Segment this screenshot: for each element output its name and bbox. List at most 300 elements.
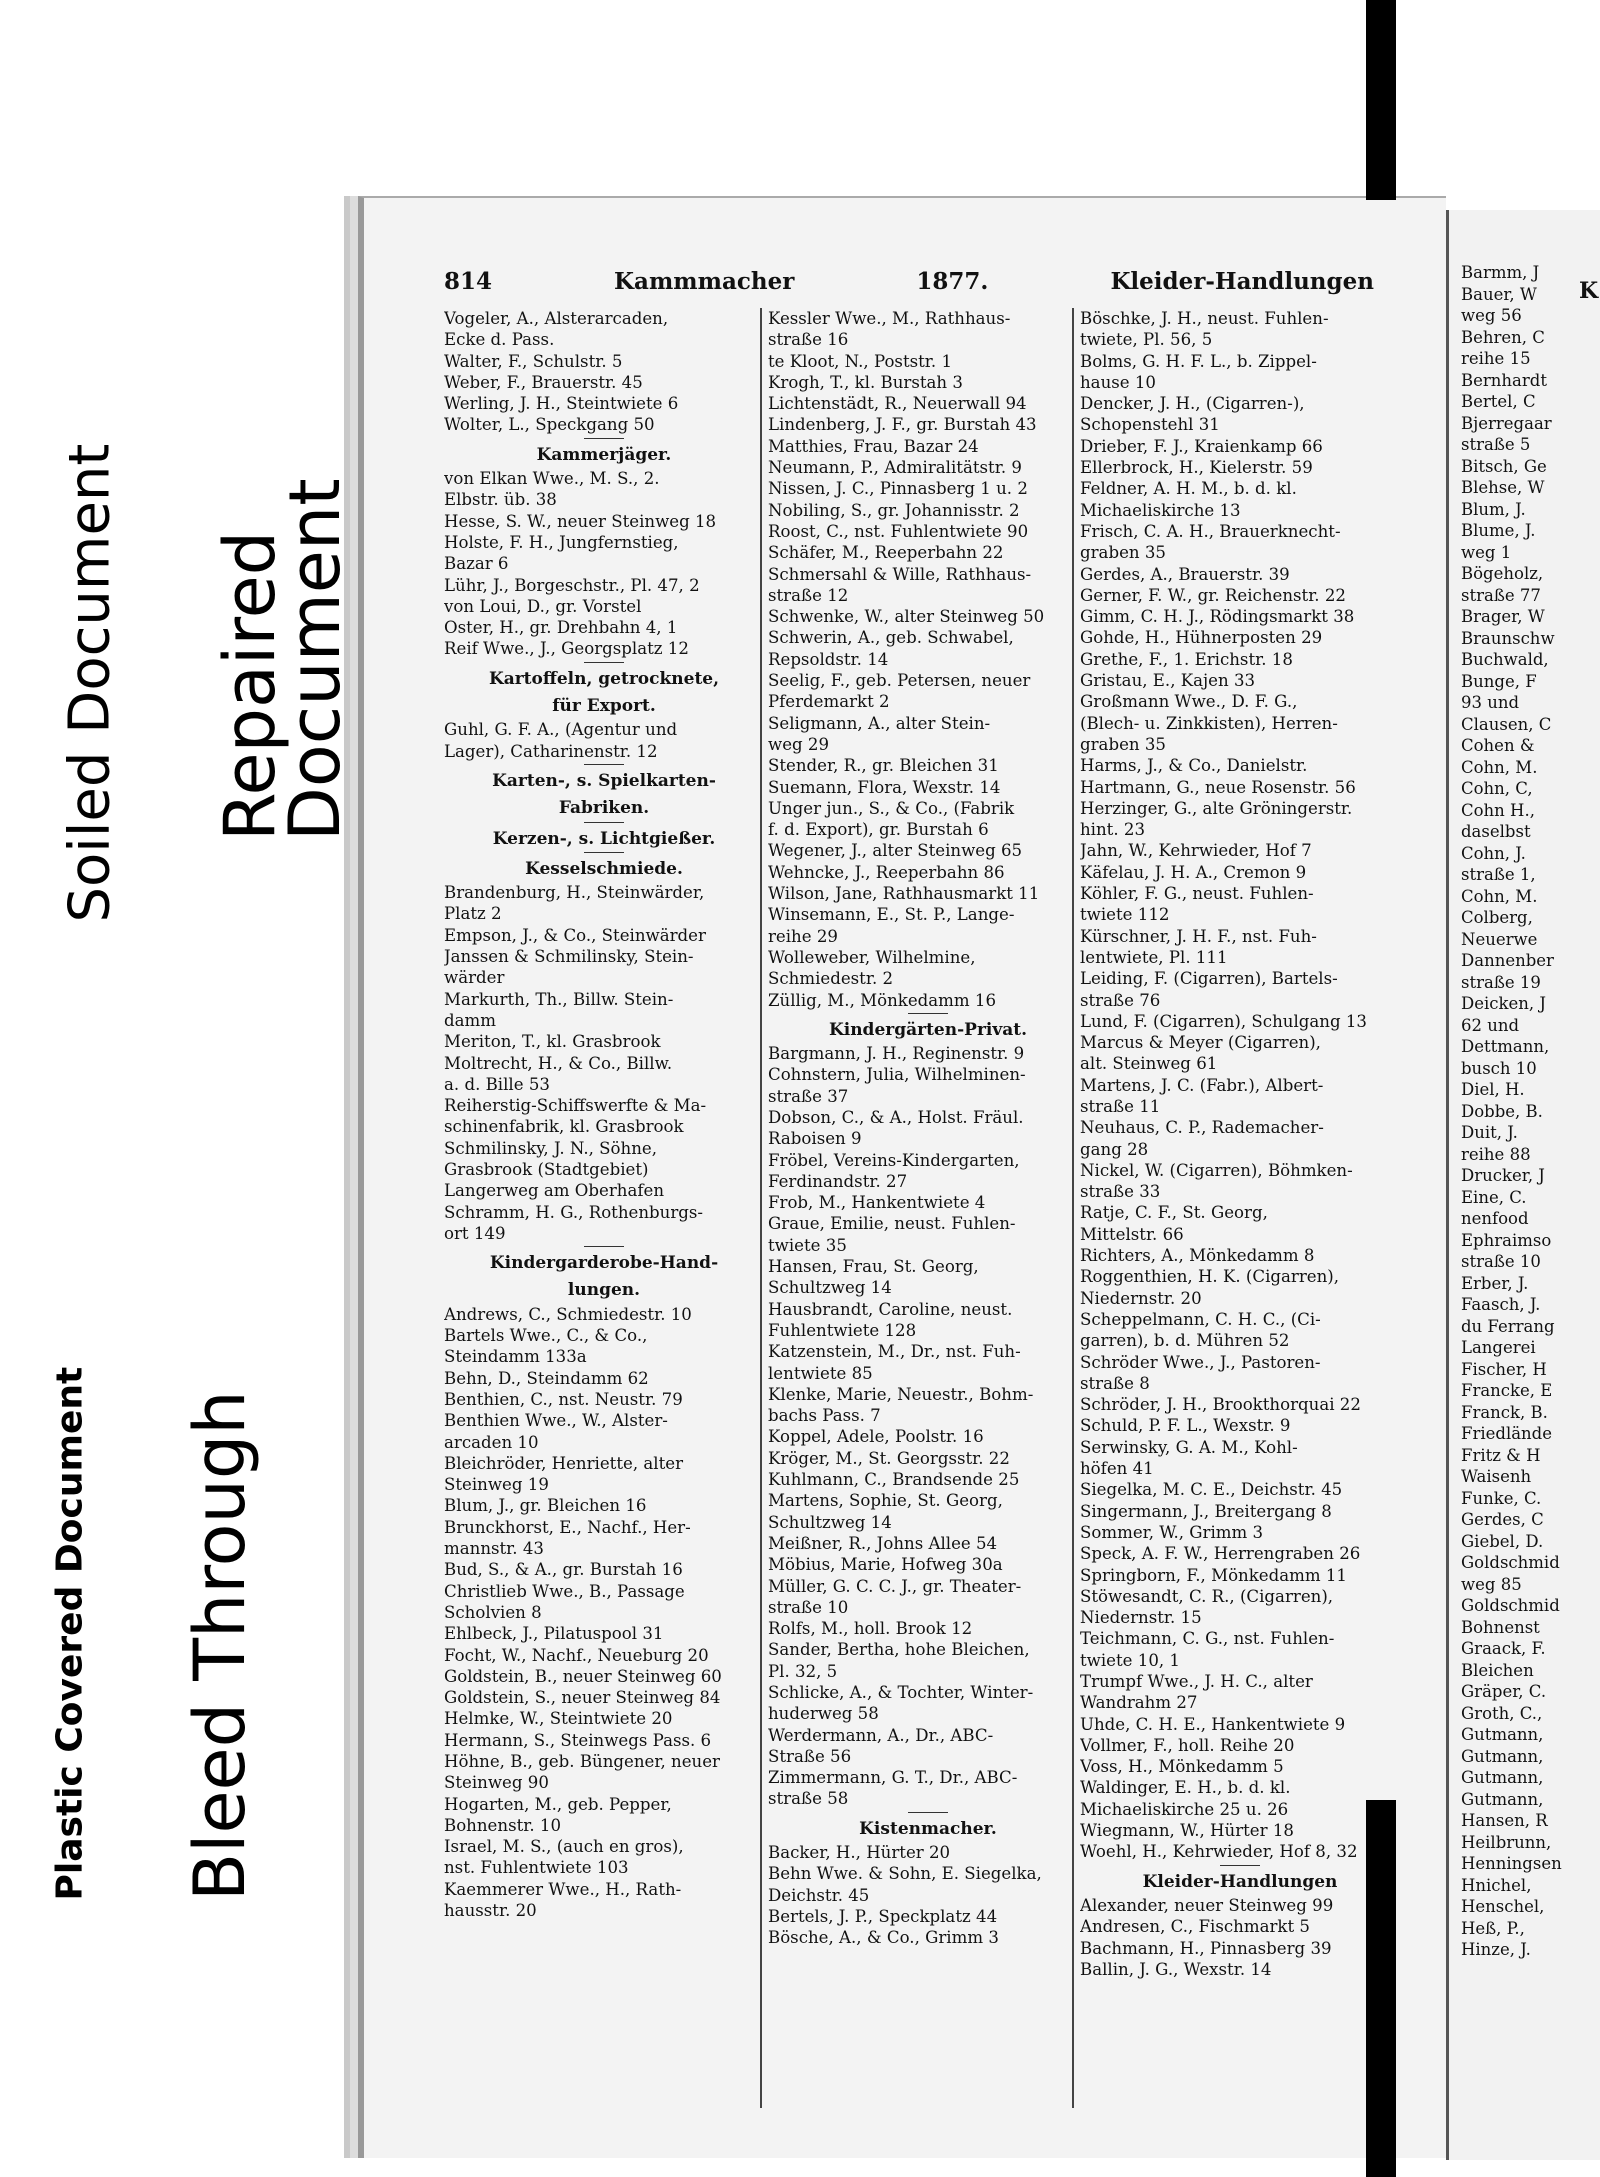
directory-entry: Rolfs, M., holl. Brook 12 — [768, 1619, 973, 1639]
directory-entry: wärder — [444, 968, 505, 988]
directory-entry: Werdermann, A., Dr., ABC- — [768, 1725, 994, 1745]
directory-entry: Schröder Wwe., J., Pastoren- — [1080, 1352, 1321, 1372]
directory-entry: Pl. 32, 5 — [768, 1661, 838, 1681]
directory-entry: Deichstr. 45 — [768, 1885, 870, 1905]
directory-entry: Böschke, J. H., neust. Fuhlen- — [1080, 309, 1329, 328]
facing-page-entry: busch 10 — [1461, 1058, 1537, 1078]
directory-entry: twiete 10, 1 — [1080, 1650, 1180, 1670]
directory-entry: f. d. Export), gr. Burstah 6 — [768, 820, 989, 840]
directory-entry: Langerweg am Oberhafen — [444, 1181, 665, 1201]
directory-entry: Drieber, F. J., Kraienkamp 66 — [1080, 436, 1323, 456]
directory-entry: Andrews, C., Schmiedestr. 10 — [444, 1304, 692, 1324]
directory-entry: Dobson, C., & A., Holst. Fräul. — [768, 1107, 1024, 1127]
directory-entry: twiete 35 — [768, 1235, 847, 1255]
directory-entry: Großmann Wwe., D. F. G., — [1080, 692, 1298, 712]
directory-entry: Bachmann, H., Pinnasberg 39 — [1080, 1938, 1332, 1958]
directory-entry: Bazar 6 — [444, 554, 509, 574]
facing-page-entry: Henschel, — [1461, 1897, 1545, 1916]
directory-entry: Bleichröder, Henriette, alter — [444, 1453, 683, 1473]
section-separator — [584, 822, 624, 823]
facing-page-entry: Francke, E — [1461, 1381, 1553, 1400]
directory-entry: Janssen & Schmilinsky, Stein- — [444, 947, 694, 967]
directory-entry: Bartels Wwe., C., & Co., — [444, 1326, 648, 1346]
facing-page-entry: straße 77 — [1461, 585, 1541, 605]
facing-page — [1446, 210, 1600, 2160]
facing-page-entry: Franck, B. — [1461, 1402, 1548, 1422]
directory-entry: Höhne, B., geb. Büngener, neuer — [444, 1752, 720, 1771]
directory-entry: Benthien Wwe., W., Alster- — [444, 1411, 668, 1431]
label-soiled-document: Soiled Document — [57, 443, 123, 923]
facing-page-entry: nenfood — [1461, 1209, 1529, 1228]
directory-entry: Wilson, Jane, Rathhausmarkt 11 — [768, 884, 1040, 904]
directory-entry: Straße 56 — [768, 1746, 852, 1766]
directory-entry: Schopenstehl 31 — [1080, 415, 1220, 435]
facing-page-entry: Dobbe, B. — [1461, 1101, 1543, 1121]
directory-entry: Behn, D., Steindamm 62 — [444, 1368, 649, 1388]
facing-page-entry: Bohnenst — [1461, 1617, 1540, 1637]
directory-entry: a. d. Bille 53 — [444, 1074, 550, 1094]
directory-entry: Seligmann, A., alter Stein- — [768, 713, 991, 733]
facing-page-entry: Funke, C. — [1461, 1488, 1542, 1508]
directory-entry: (Blech- u. Zinkkisten), Herren- — [1080, 713, 1338, 733]
facing-page-entry: Hansen, R — [1461, 1811, 1548, 1830]
facing-page-entry: Gräper, C. — [1461, 1682, 1547, 1701]
directory-entry: Empson, J., & Co., Steinwärder — [444, 925, 706, 945]
directory-entry: Brunckhorst, E., Nachf., Her- — [444, 1517, 691, 1537]
directory-entry: Guhl, G. F. A., (Agentur und — [444, 720, 678, 740]
facing-page-column — [1461, 262, 1600, 1961]
directory-entry: Israel, M. S., (auch en gros), — [444, 1837, 684, 1857]
facing-page-entry: straße 1, — [1461, 865, 1536, 884]
facing-page-entry: Erber, J. — [1461, 1273, 1529, 1293]
section-separator — [584, 852, 624, 853]
label-plastic-covered-document: Plastic Covered Document — [49, 1366, 91, 1901]
facing-page-entry: Cohn, M. — [1461, 757, 1538, 777]
facing-page-entry: Goldschmid — [1461, 1596, 1560, 1615]
directory-entry: Fröbel, Vereins-Kindergarten, — [768, 1150, 1020, 1170]
directory-entry: Lühr, J., Borgeschstr., Pl. 47, 2 — [444, 575, 700, 595]
facing-page-entry: Gerdes, C — [1461, 1510, 1544, 1529]
directory-entry: straße 10 — [768, 1597, 849, 1617]
directory-entry: Michaeliskirche 25 u. 26 — [1080, 1799, 1289, 1819]
facing-page-entry: Deicken, J — [1461, 994, 1547, 1013]
directory-entry: Reif Wwe., J., Georgsplatz 12 — [444, 639, 689, 659]
facing-page-entry: Heß, P., — [1461, 1918, 1525, 1938]
facing-page-entry: Blehse, W — [1461, 478, 1545, 497]
directory-entry: Serwinsky, G. A. M., Kohl- — [1080, 1437, 1298, 1457]
directory-entry: Hermann, S., Steinwegs Pass. 6 — [444, 1730, 712, 1750]
directory-entry: straße 76 — [1080, 990, 1161, 1010]
directory-entry: Ratje, C. F., St. Georg, — [1080, 1203, 1268, 1223]
facing-page-entry: Drucker, J — [1461, 1166, 1545, 1185]
directory-entry: Mittelstr. 66 — [1080, 1224, 1184, 1244]
directory-entry: Wehncke, J., Reeperbahn 86 — [768, 862, 1005, 882]
directory-entry: von Loui, D., gr. Vorstel — [444, 596, 642, 616]
directory-entry: Stender, R., gr. Bleichen 31 — [768, 756, 999, 776]
directory-entry: Jahn, W., Kehrwieder, Hof 7 — [1080, 841, 1312, 861]
directory-entry: Schramm, H. G., Rothenburgs- — [444, 1202, 704, 1222]
facing-page-entry: Hinze, J. — [1461, 1940, 1531, 1959]
directory-entry: Bösche, A., & Co., Grimm 3 — [768, 1928, 999, 1948]
column-3 — [1072, 308, 1400, 2108]
directory-entry: Schmersahl & Wille, Rathhaus- — [768, 564, 1032, 584]
directory-entry: graben 35 — [1080, 734, 1166, 754]
directory-entry: Bolms, G. H. F. L., b. Zippel- — [1080, 351, 1317, 371]
facing-page-entry: Bitsch, Ge — [1461, 456, 1547, 476]
directory-entry: Brandenburg, H., Steinwärder, — [444, 883, 705, 903]
directory-entry: Niedernstr. 15 — [1080, 1608, 1202, 1628]
directory-entry: Krogh, T., kl. Burstah 3 — [768, 372, 963, 392]
directory-entry: straße 33 — [1080, 1182, 1161, 1202]
directory-entry: Andresen, C., Fischmarkt 5 — [1080, 1917, 1310, 1937]
directory-entry: Raboisen 9 — [768, 1129, 862, 1149]
directory-entry: Kröger, M., St. Georgsstr. 22 — [768, 1448, 1010, 1468]
section-heading: Fabriken. — [558, 798, 650, 819]
directory-entry: Kürschner, J. H. F., nst. Fuh- — [1080, 926, 1317, 946]
facing-page-entry: Brager, W — [1461, 607, 1545, 626]
facing-page-entry: Gutmann, — [1461, 1789, 1544, 1809]
directory-entry: Ballin, J. G., Wexstr. 14 — [1080, 1959, 1272, 1979]
directory-entry: Marcus & Meyer (Cigarren), — [1080, 1033, 1321, 1053]
directory-entry: Gristau, E., Kajen 33 — [1080, 671, 1256, 691]
section-heading: Kerzen-, s. Lichtgießer. — [492, 828, 716, 849]
directory-entry: twiete 112 — [1080, 905, 1170, 925]
directory-entry: höfen 41 — [1080, 1459, 1154, 1479]
directory-entry: Backer, H., Hürter 20 — [768, 1843, 951, 1863]
directory-page — [358, 196, 1446, 2158]
directory-entry: schinenfabrik, kl. Grasbrook — [444, 1117, 684, 1137]
directory-entry: Roost, C., nst. Fuhlentwiete 90 — [768, 521, 1029, 541]
section-heading: Kistenmacher. — [859, 1818, 997, 1839]
directory-entry: Lindenberg, J. F., gr. Burstah 43 — [768, 415, 1037, 435]
directory-entry: Lager), Catharinenstr. 12 — [444, 741, 658, 761]
directory-entry: Ecke d. Pass. — [444, 330, 555, 350]
facing-page-entry: Dettmann, — [1461, 1037, 1550, 1056]
directory-entry: Scholvien 8 — [444, 1602, 542, 1622]
directory-entry: Müller, G. C. C. J., gr. Theater- — [768, 1576, 1022, 1596]
section-separator — [584, 662, 624, 663]
directory-entry: mannstr. 43 — [444, 1539, 544, 1559]
facing-page-entry: straße 19 — [1461, 972, 1541, 992]
directory-entry: Herzinger, G., alte Gröningerstr. — [1080, 798, 1353, 818]
directory-entry: Möbius, Marie, Hofweg 30a — [768, 1555, 1003, 1575]
directory-entry: straße 11 — [1080, 1096, 1161, 1116]
directory-entry: Gohde, H., Hühnerposten 29 — [1080, 628, 1323, 648]
directory-entry: Niedernstr. 20 — [1080, 1288, 1202, 1308]
directory-entry: Gimm, C. H. J., Rödingsmarkt 38 — [1080, 607, 1355, 627]
directory-entry: Moltrecht, H., & Co., Billw. — [444, 1053, 673, 1073]
directory-entry: Hansen, Frau, St. Georg, — [768, 1257, 979, 1277]
directory-entry: Meriton, T., kl. Grasbrook — [444, 1032, 661, 1052]
facing-page-entry: Fischer, H — [1461, 1359, 1547, 1379]
facing-page-entry: Cohn, M. — [1461, 886, 1538, 906]
facing-page-entry: Duit, J. — [1461, 1123, 1518, 1142]
directory-entry: Singermann, J., Breitergang 8 — [1080, 1501, 1332, 1521]
directory-entry: lentwiete 85 — [768, 1363, 873, 1383]
facing-page-entry: Cohn, J. — [1461, 843, 1526, 863]
directory-entry: Kuhlmann, C., Brandsende 25 — [768, 1470, 1020, 1490]
header-left-title: Kammmacher — [614, 268, 795, 295]
directory-entry: Köhler, F. G., neust. Fuhlen- — [1080, 884, 1314, 904]
section-heading: Kleider-Handlungen — [1142, 1871, 1338, 1892]
directory-entry: Walter, F., Schulstr. 5 — [444, 351, 623, 371]
directory-entry: hause 10 — [1080, 372, 1156, 392]
directory-entry: Hesse, S. W., neuer Steinweg 18 — [444, 511, 717, 531]
section-separator — [908, 1812, 948, 1813]
directory-entry: Bertels, J. P., Speckplatz 44 — [768, 1906, 998, 1926]
directory-entry: Richters, A., Mönkedamm 8 — [1080, 1246, 1315, 1266]
directory-entry: huderweg 58 — [768, 1704, 879, 1724]
section-heading: Kartoffeln, getrocknete, — [488, 668, 720, 689]
directory-entry: Koppel, Adele, Poolstr. 16 — [768, 1427, 984, 1447]
directory-entry: Siegelka, M. C. E., Deichstr. 45 — [1080, 1480, 1343, 1500]
facing-page-entry: reihe 88 — [1461, 1144, 1531, 1164]
directory-entry: weg 29 — [768, 734, 830, 754]
directory-entry: straße 12 — [768, 585, 849, 605]
directory-entry: hausstr. 20 — [444, 1901, 537, 1921]
directory-entry: nst. Fuhlentwiete 103 — [444, 1858, 629, 1878]
directory-entry: Schmilinsky, J. N., Söhne, — [444, 1138, 658, 1158]
directory-entry: Frob, M., Hankentwiete 4 — [768, 1193, 986, 1213]
facing-page-entry: straße 5 — [1461, 435, 1531, 454]
directory-entry: damm — [444, 1010, 496, 1030]
facing-page-entry: straße 10 — [1461, 1252, 1541, 1271]
facing-page-entry: du Ferrang — [1461, 1316, 1555, 1336]
directory-entry: Matthies, Frau, Bazar 24 — [768, 436, 979, 456]
directory-entry: te Kloot, N., Poststr. 1 — [768, 351, 953, 371]
label-repaired: Repaired — [209, 530, 291, 841]
directory-entry: Sander, Bertha, hohe Bleichen, — [768, 1640, 1030, 1660]
directory-entry: Klenke, Marie, Neuestr., Bohm- — [768, 1384, 1034, 1404]
directory-entry: bachs Pass. 7 — [768, 1406, 881, 1426]
directory-entry: Leiding, F. (Cigarren), Bartels- — [1080, 969, 1338, 989]
directory-entry: Züllig, M., Mönkedamm 16 — [768, 990, 997, 1010]
directory-entry: Wandrahm 27 — [1080, 1693, 1198, 1713]
directory-entry: Schmiedestr. 2 — [768, 969, 894, 989]
facing-page-entry: Friedlände — [1461, 1424, 1553, 1443]
section-heading: Kindergärten-Privat. — [828, 1019, 1028, 1040]
facing-page-entry: Gutmann, — [1461, 1768, 1544, 1787]
page-number: 814 — [444, 268, 493, 295]
directory-entry: alt. Steinweg 61 — [1080, 1054, 1218, 1074]
directory-entry: Platz 2 — [444, 904, 502, 924]
directory-entry: Bargmann, J. H., Reginenstr. 9 — [768, 1044, 1025, 1064]
facing-page-entry: Cohn H., — [1461, 800, 1535, 820]
section-heading: Kammerjäger. — [536, 444, 672, 465]
directory-entry: Schuld, P. F. L., Wexstr. 9 — [1080, 1416, 1291, 1436]
facing-page-entry: Dannenber — [1461, 951, 1554, 970]
facing-page-entry: Diel, H. — [1461, 1080, 1525, 1099]
facing-page-entry: Hnichel, — [1461, 1875, 1532, 1895]
directory-entry: graben 35 — [1080, 543, 1166, 563]
directory-entry: Neumann, P., Admiralitätstr. 9 — [768, 458, 1022, 478]
facing-page-entry: 62 und — [1461, 1015, 1520, 1035]
facing-page-entry: 93 und — [1461, 693, 1520, 712]
directory-entry: Gerdes, A., Brauerstr. 39 — [1080, 564, 1290, 584]
directory-entry: Helmke, W., Steintwiete 20 — [444, 1709, 673, 1729]
directory-entry: Hartmann, G., neue Rosenstr. 56 — [1080, 777, 1356, 797]
facing-page-entry: Gutmann, — [1461, 1725, 1544, 1744]
section-separator — [584, 1246, 624, 1247]
directory-entry: Steinweg 19 — [444, 1475, 549, 1495]
facing-page-entry: Bauer, W — [1461, 284, 1537, 304]
binding-shadow-top — [1366, 0, 1396, 200]
facing-page-entry: Cohen & — [1461, 736, 1535, 755]
directory-entry: Steinweg 90 — [444, 1773, 549, 1793]
facing-page-header: K — [1579, 278, 1599, 304]
directory-entry: Pferdemarkt 2 — [768, 692, 890, 712]
directory-entry: Alexander, neuer Steinweg 99 — [1080, 1895, 1334, 1915]
facing-page-entry: Goldschmid — [1461, 1553, 1560, 1572]
directory-entry: Grasbrook (Stadtgebiet) — [444, 1159, 649, 1179]
section-heading: für Export. — [552, 696, 656, 717]
directory-entry: Graue, Emilie, neust. Fuhlen- — [768, 1214, 1016, 1234]
directory-entry: Markurth, Th., Billw. Stein- — [444, 989, 674, 1009]
directory-entry: lentwiete, Pl. 111 — [1080, 947, 1228, 967]
directory-entry: Winsemann, E., St. P., Lange- — [768, 905, 1015, 925]
facing-page-entry: weg 85 — [1461, 1574, 1522, 1594]
label-bleed-through: Bleed Through — [179, 1390, 261, 1901]
facing-page-entry: Cohn, C, — [1461, 779, 1533, 798]
directory-entry: Wegener, J., alter Steinweg 65 — [768, 841, 1023, 861]
facing-page-entry: Buchwald, — [1461, 650, 1549, 669]
label-repaired-document: Document — [274, 478, 356, 841]
directory-entry: Schäfer, M., Reeperbahn 22 — [768, 543, 1004, 563]
directory-entry: Grethe, F., 1. Erichstr. 18 — [1080, 649, 1293, 669]
directory-entry: Suemann, Flora, Wexstr. 14 — [768, 777, 1001, 797]
directory-entry: Seelig, F., geb. Petersen, neuer — [768, 671, 1031, 691]
section-heading: Kesselschmiede. — [525, 858, 683, 879]
directory-entry: Fuhlentwiete 128 — [768, 1320, 917, 1340]
section-heading: Karten-, s. Spielkarten- — [492, 770, 716, 791]
directory-entry: twiete, Pl. 56, 5 — [1080, 330, 1213, 350]
directory-entry: Martens, J. C. (Fabr.), Albert- — [1080, 1075, 1324, 1095]
directory-entry: Schlicke, A., & Tochter, Winter- — [768, 1683, 1034, 1702]
directory-entry: Stöwesandt, C. R., (Cigarren), — [1080, 1586, 1334, 1606]
directory-entry: Nobiling, S., gr. Johannisstr. 2 — [768, 500, 1020, 520]
directory-entry: Waldinger, E. H., b. d. kl. — [1080, 1778, 1291, 1798]
directory-entry: Cohnstern, Julia, Wilhelminen- — [768, 1065, 1026, 1085]
directory-entry: Voss, H., Mönkedamm 5 — [1080, 1757, 1284, 1777]
directory-entry: von Elkan Wwe., M. S., 2. — [444, 469, 660, 489]
facing-page-entry: Bernhardt — [1461, 370, 1547, 390]
directory-entry: straße 16 — [768, 330, 849, 350]
directory-entry: Dencker, J. H., (Cigarren-), — [1080, 394, 1305, 414]
directory-entry: Lichtenstädt, R., Neuerwall 94 — [768, 394, 1027, 414]
directory-entry: Goldstein, B., neuer Steinweg 60 — [444, 1666, 722, 1686]
facing-page-entry: Bjerregaar — [1461, 413, 1552, 433]
directory-entry: Harms, J., & Co., Danielstr. — [1080, 756, 1308, 776]
directory-entry: Werling, J. H., Steintwiete 6 — [444, 394, 679, 414]
facing-page-entry: Colberg, — [1461, 908, 1533, 927]
directory-entry: ort 149 — [444, 1223, 506, 1243]
directory-entry: straße 8 — [1080, 1373, 1150, 1393]
facing-page-entry: Ephraimso — [1461, 1230, 1552, 1250]
directory-entry: Nissen, J. C., Pinnasberg 1 u. 2 — [768, 479, 1028, 499]
facing-page-entry: Behren, C — [1461, 327, 1545, 347]
directory-entry: Neuhaus, C. P., Rademacher- — [1080, 1118, 1324, 1138]
directory-entry: Gerner, F. W., gr. Reichenstr. 22 — [1080, 585, 1346, 605]
directory-entry: garren), b. d. Mühren 52 — [1080, 1331, 1290, 1351]
facing-page-entry: Giebel, D. — [1461, 1531, 1544, 1551]
directory-entry: Christlieb Wwe., B., Passage — [444, 1581, 685, 1601]
facing-page-entry: Bunge, F — [1461, 671, 1537, 691]
directory-entry: reihe 29 — [768, 926, 838, 946]
directory-entry: hint. 23 — [1080, 820, 1146, 840]
directory-entry: Scheppelmann, C. H. C., (Ci- — [1080, 1309, 1321, 1329]
directory-entry: Oster, H., gr. Drehbahn 4, 1 — [444, 618, 678, 638]
directory-entry: Trumpf Wwe., J. H. C., alter — [1080, 1672, 1313, 1691]
directory-entry: Holste, F. H., Jungfernstieg, — [444, 532, 679, 552]
directory-entry: Weber, F., Brauerstr. 45 — [444, 372, 643, 392]
facing-page-entry: Eine, C. — [1461, 1187, 1527, 1207]
directory-entry: Martens, Sophie, St. Georg, — [768, 1491, 1003, 1511]
directory-entry: arcaden 10 — [444, 1432, 539, 1452]
facing-page-entry: Bögeholz, — [1461, 564, 1544, 583]
facing-page-entry: Gutmann, — [1461, 1746, 1544, 1766]
directory-entry: Nickel, W. (Cigarren), Böhmken- — [1080, 1160, 1353, 1180]
facing-page-entry: Fritz & H — [1461, 1445, 1541, 1465]
directory-entry: Teichmann, C. G., nst. Fuhlen- — [1080, 1629, 1335, 1649]
facing-page-entry: Henningsen — [1461, 1854, 1562, 1873]
header-year: 1877. — [916, 268, 989, 295]
directory-entry: Springborn, F., Mönkedamm 11 — [1080, 1565, 1347, 1585]
directory-entry: Hausbrandt, Caroline, neust. — [768, 1299, 1013, 1319]
directory-entry: Katzenstein, M., Dr., nst. Fuh- — [768, 1342, 1021, 1362]
section-separator — [584, 764, 624, 765]
directory-entry: Schultzweg 14 — [768, 1278, 892, 1298]
directory-entry: Focht, W., Nachf., Neueburg 20 — [444, 1645, 709, 1665]
section-separator — [584, 438, 624, 439]
directory-entry: Roggenthien, H. K. (Cigarren), — [1080, 1267, 1340, 1287]
facing-page-entry: Groth, C., — [1461, 1703, 1543, 1723]
directory-entry: Bohnenstr. 10 — [444, 1815, 562, 1835]
directory-entry: Unger jun., S., & Co., (Fabrik — [768, 798, 1015, 818]
directory-entry: Wiegmann, W., Hürter 18 — [1080, 1821, 1294, 1841]
facing-page-entry: Bleichen — [1461, 1660, 1534, 1680]
facing-page-entry: Faasch, J. — [1461, 1295, 1541, 1314]
column-1 — [444, 308, 764, 2108]
facing-page-entry: Barmm, J — [1461, 263, 1540, 282]
directory-entry: gang 28 — [1080, 1139, 1149, 1159]
binding-shadow-bottom — [1366, 1800, 1396, 2177]
section-separator — [908, 1013, 948, 1014]
facing-page-entry: reihe 15 — [1461, 349, 1531, 368]
facing-page-entry: Blum, J. — [1461, 499, 1526, 519]
directory-entry: Elbstr. üb. 38 — [444, 490, 557, 510]
directory-entry: Bud, S., & A., gr. Burstah 16 — [444, 1560, 683, 1580]
header-right-title: Kleider-Handlungen — [1110, 268, 1374, 295]
directory-entry: Ellerbrock, H., Kielerstr. 59 — [1080, 458, 1313, 478]
facing-page-entry: Langerei — [1461, 1338, 1536, 1357]
facing-page-entry: Braunschw — [1461, 628, 1555, 648]
directory-entry: Ferdinandstr. 27 — [768, 1171, 908, 1191]
facing-page-entry: weg 56 — [1461, 306, 1522, 325]
facing-page-entry: Neuerwe — [1461, 929, 1538, 949]
directory-entry: Michaeliskirche 13 — [1080, 500, 1241, 520]
directory-entry: Behn Wwe. & Sohn, E. Siegelka, — [768, 1864, 1042, 1884]
directory-entry: Sommer, W., Grimm 3 — [1080, 1522, 1264, 1542]
column-2 — [760, 308, 1088, 2108]
directory-entry: Repsoldstr. 14 — [768, 649, 889, 669]
directory-entry: Kaemmerer Wwe., H., Rath- — [444, 1879, 682, 1899]
directory-entry: Schwenke, W., alter Steinweg 50 — [768, 607, 1045, 627]
facing-page-entry: daselbst — [1461, 822, 1531, 841]
directory-entry: Woehl, H., Kehrwieder, Hof 8, 32 — [1080, 1842, 1358, 1862]
directory-entry: Feldner, A. H. M., b. d. kl. — [1080, 479, 1297, 499]
facing-page-entry: Waisenh — [1461, 1467, 1532, 1486]
page-header — [444, 268, 1374, 308]
